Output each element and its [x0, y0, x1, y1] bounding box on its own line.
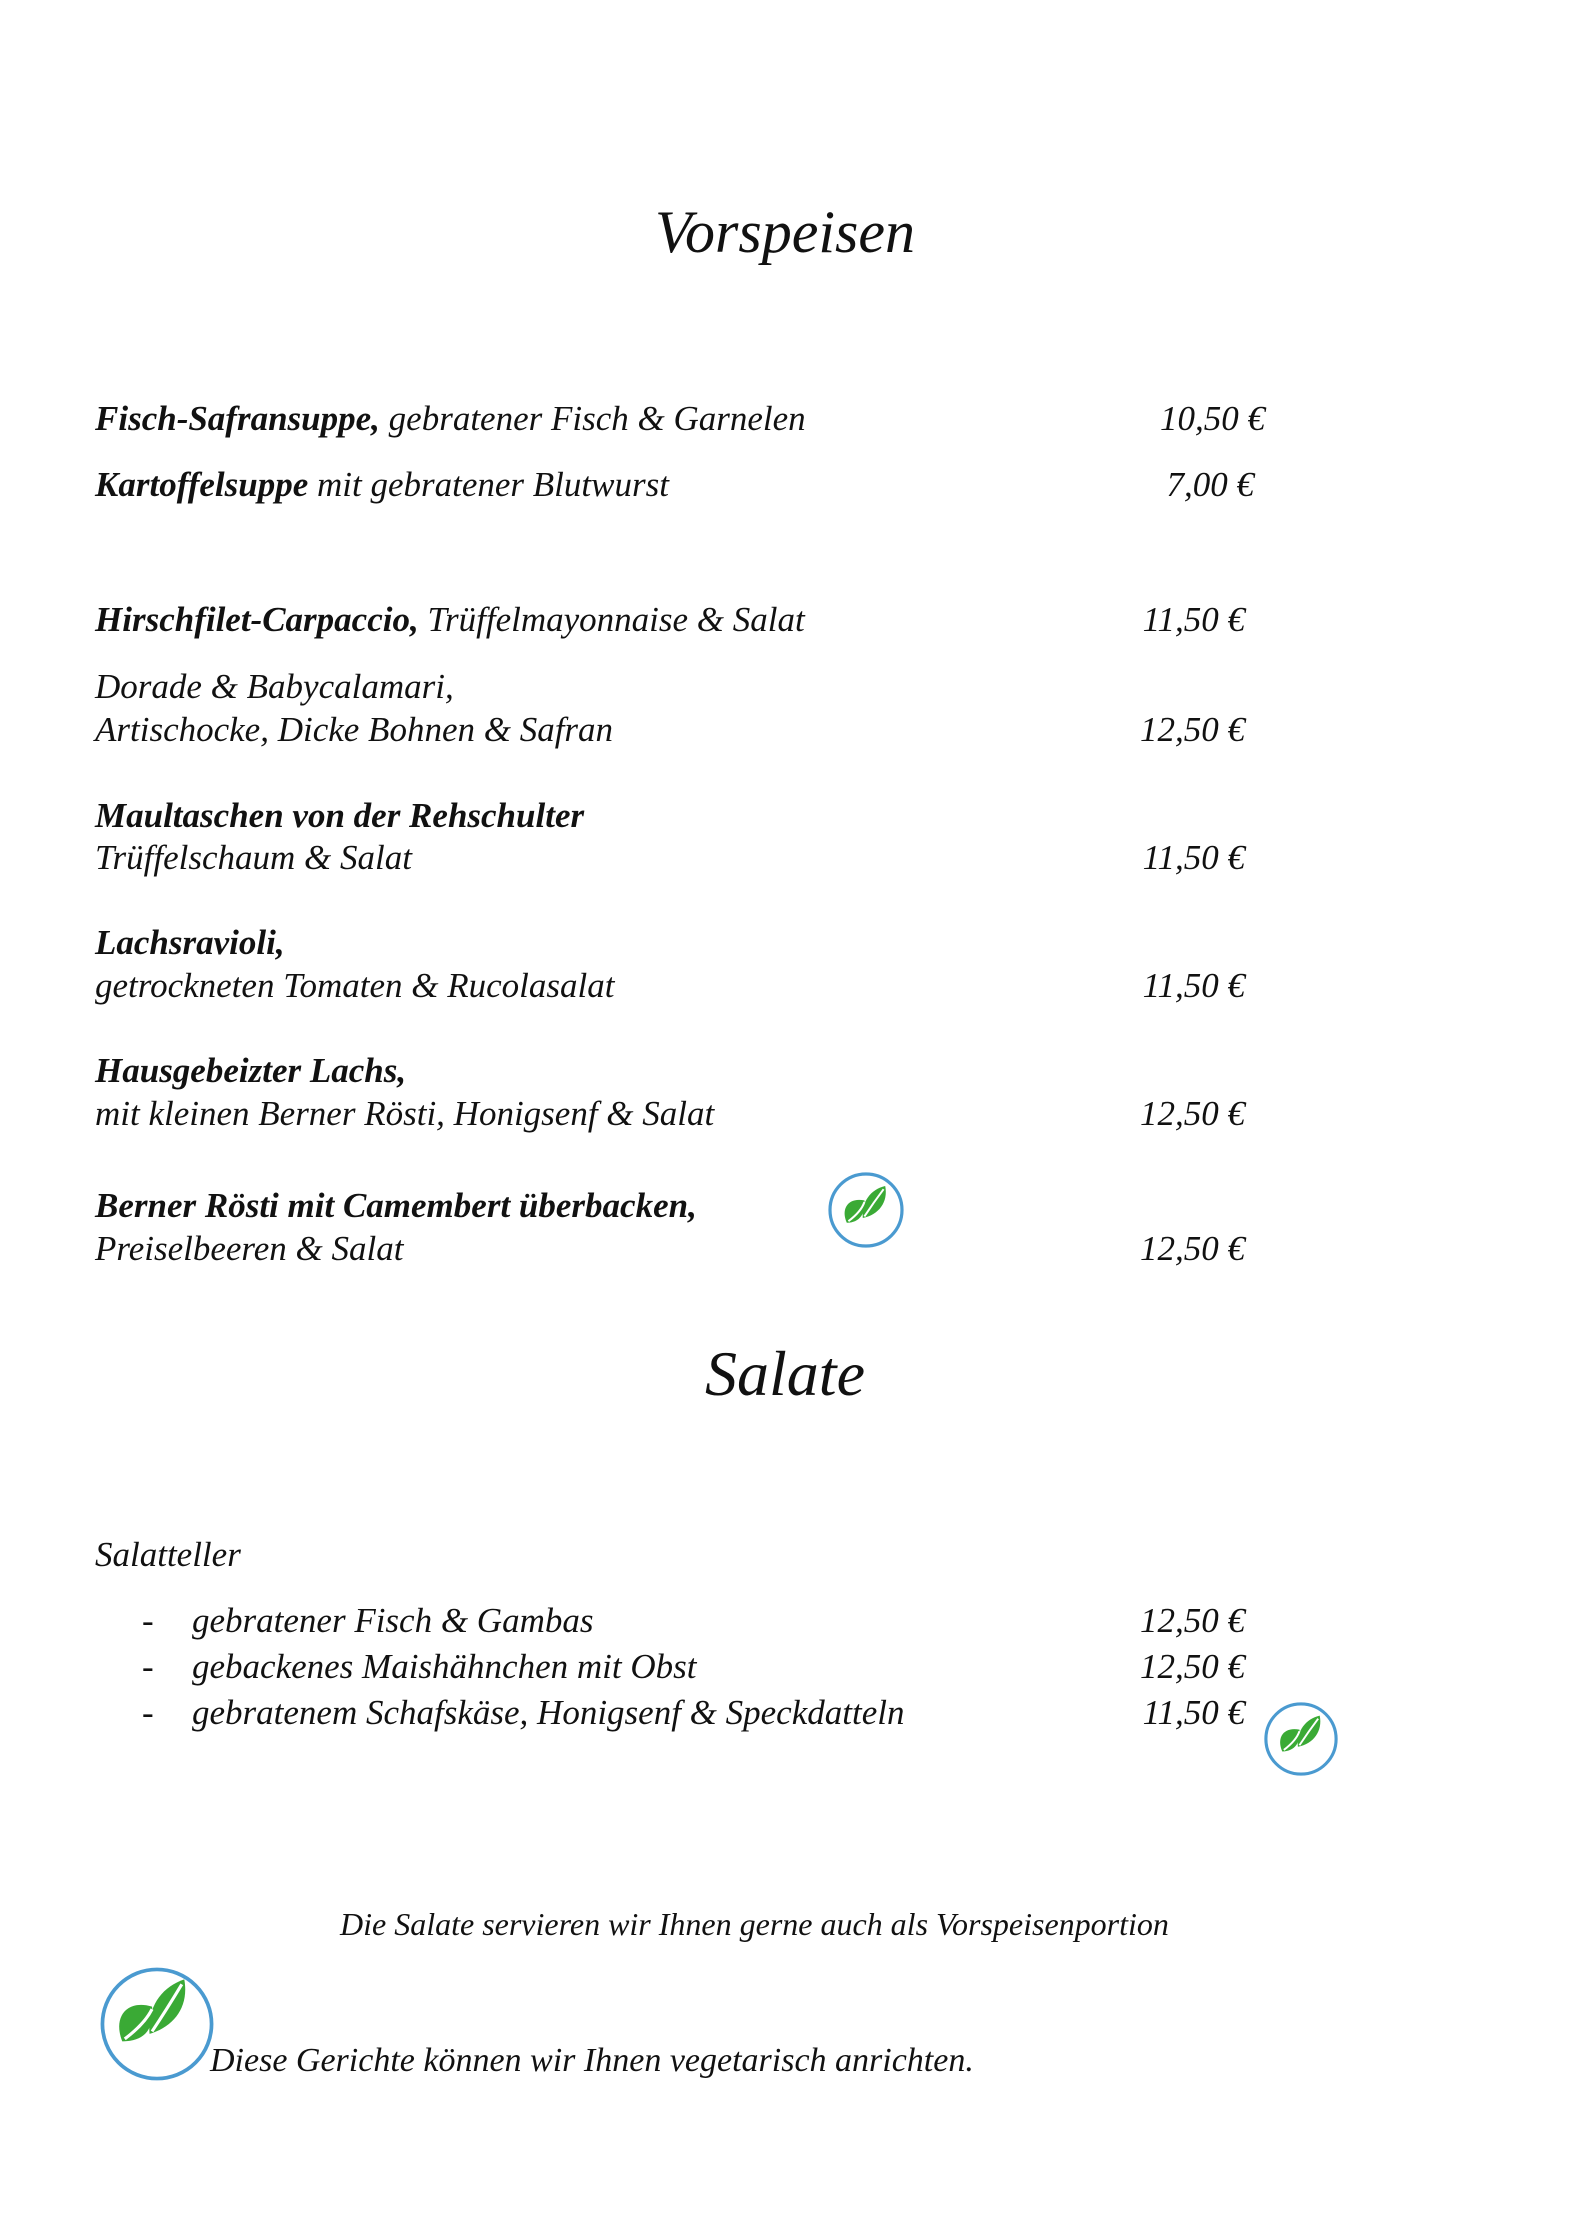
dish-description: Artischocke, Dicke Bohnen & Safran — [95, 710, 614, 749]
vorspeisen-title: Vorspeisen — [655, 199, 915, 265]
dish-description: Dorade & Babycalamari, — [95, 667, 454, 706]
dish-description: Trüffelmayonnaise & Salat — [418, 600, 805, 639]
menu-item-name — [95, 599, 805, 641]
vegetarian-footnote: Diese Gerichte können wir Ihnen vegetarisch anrichten. — [210, 2042, 974, 2079]
dish-name: Hausgebeizter Lachs, — [95, 1051, 407, 1090]
salad-item: gebackenes Maishähnchen mit Obst — [192, 1647, 697, 1686]
menu-item-price: 11,50 € — [1142, 600, 1245, 639]
salad-item: gebratenem Schafskäse, Honigsenf & Speckdatteln — [192, 1693, 905, 1732]
menu-item-name — [95, 398, 806, 440]
dish-name: Kartoffelsuppe — [95, 465, 309, 504]
menu-item-price: 11,50 € — [1142, 1693, 1245, 1732]
menu-item-price: 11,50 € — [1142, 838, 1245, 877]
salad-item: gebratener Fisch & Gambas — [192, 1601, 594, 1640]
menu-item-price: 12,50 € — [1140, 710, 1245, 749]
dish-name: Lachsravioli, — [95, 923, 285, 962]
vegetarian-badge-icon — [1262, 1700, 1340, 1778]
menu-item-price: 11,50 € — [1142, 966, 1245, 1005]
menu-item-name — [95, 922, 285, 964]
bullet-dash: - — [142, 1601, 154, 1640]
menu-item-name — [95, 464, 669, 506]
dish-name: Fisch-Safransuppe, — [95, 399, 380, 438]
menu-item-price: 12,50 € — [1140, 1647, 1245, 1686]
salatteller-label: Salatteller — [95, 1535, 241, 1574]
dish-name: Hirschfilet-Carpaccio, — [95, 600, 419, 639]
dish-description: gebratener Fisch & Garnelen — [379, 399, 806, 438]
menu-item-price: 12,50 € — [1140, 1229, 1245, 1268]
dish-description: getrockneten Tomaten & Rucolasalat — [95, 966, 615, 1005]
dish-description: Preiselbeeren & Salat — [95, 1229, 404, 1268]
dish-description: mit kleinen Berner Rösti, Honigsenf & Salat — [95, 1094, 715, 1133]
menu-item-name — [95, 795, 584, 837]
dish-name: Maultaschen von der Rehschulter — [95, 796, 585, 835]
menu-item-price: 10,50 € — [1160, 399, 1265, 438]
menu-item-price: 12,50 € — [1140, 1094, 1245, 1133]
bullet-dash: - — [142, 1693, 154, 1732]
menu-item-name — [95, 1185, 697, 1227]
salate-title: Salate — [705, 1338, 865, 1409]
dish-description: mit gebratener Blutwurst — [308, 465, 669, 504]
menu-item-price: 12,50 € — [1140, 1601, 1245, 1640]
salad-portion-note: Die Salate servieren wir Ihnen gerne auch als Vorspeisenportion — [340, 1906, 1169, 1942]
bullet-dash: - — [142, 1647, 154, 1686]
menu-item-price: 7,00 € — [1166, 465, 1254, 504]
menu-item-name — [95, 1050, 406, 1092]
vegetarian-badge-large-icon — [95, 1962, 219, 2086]
dish-description: Trüffelschaum & Salat — [95, 838, 412, 877]
dish-name: Berner Rösti mit Camembert überbacken, — [95, 1186, 697, 1225]
vegetarian-badge-icon — [826, 1170, 906, 1250]
